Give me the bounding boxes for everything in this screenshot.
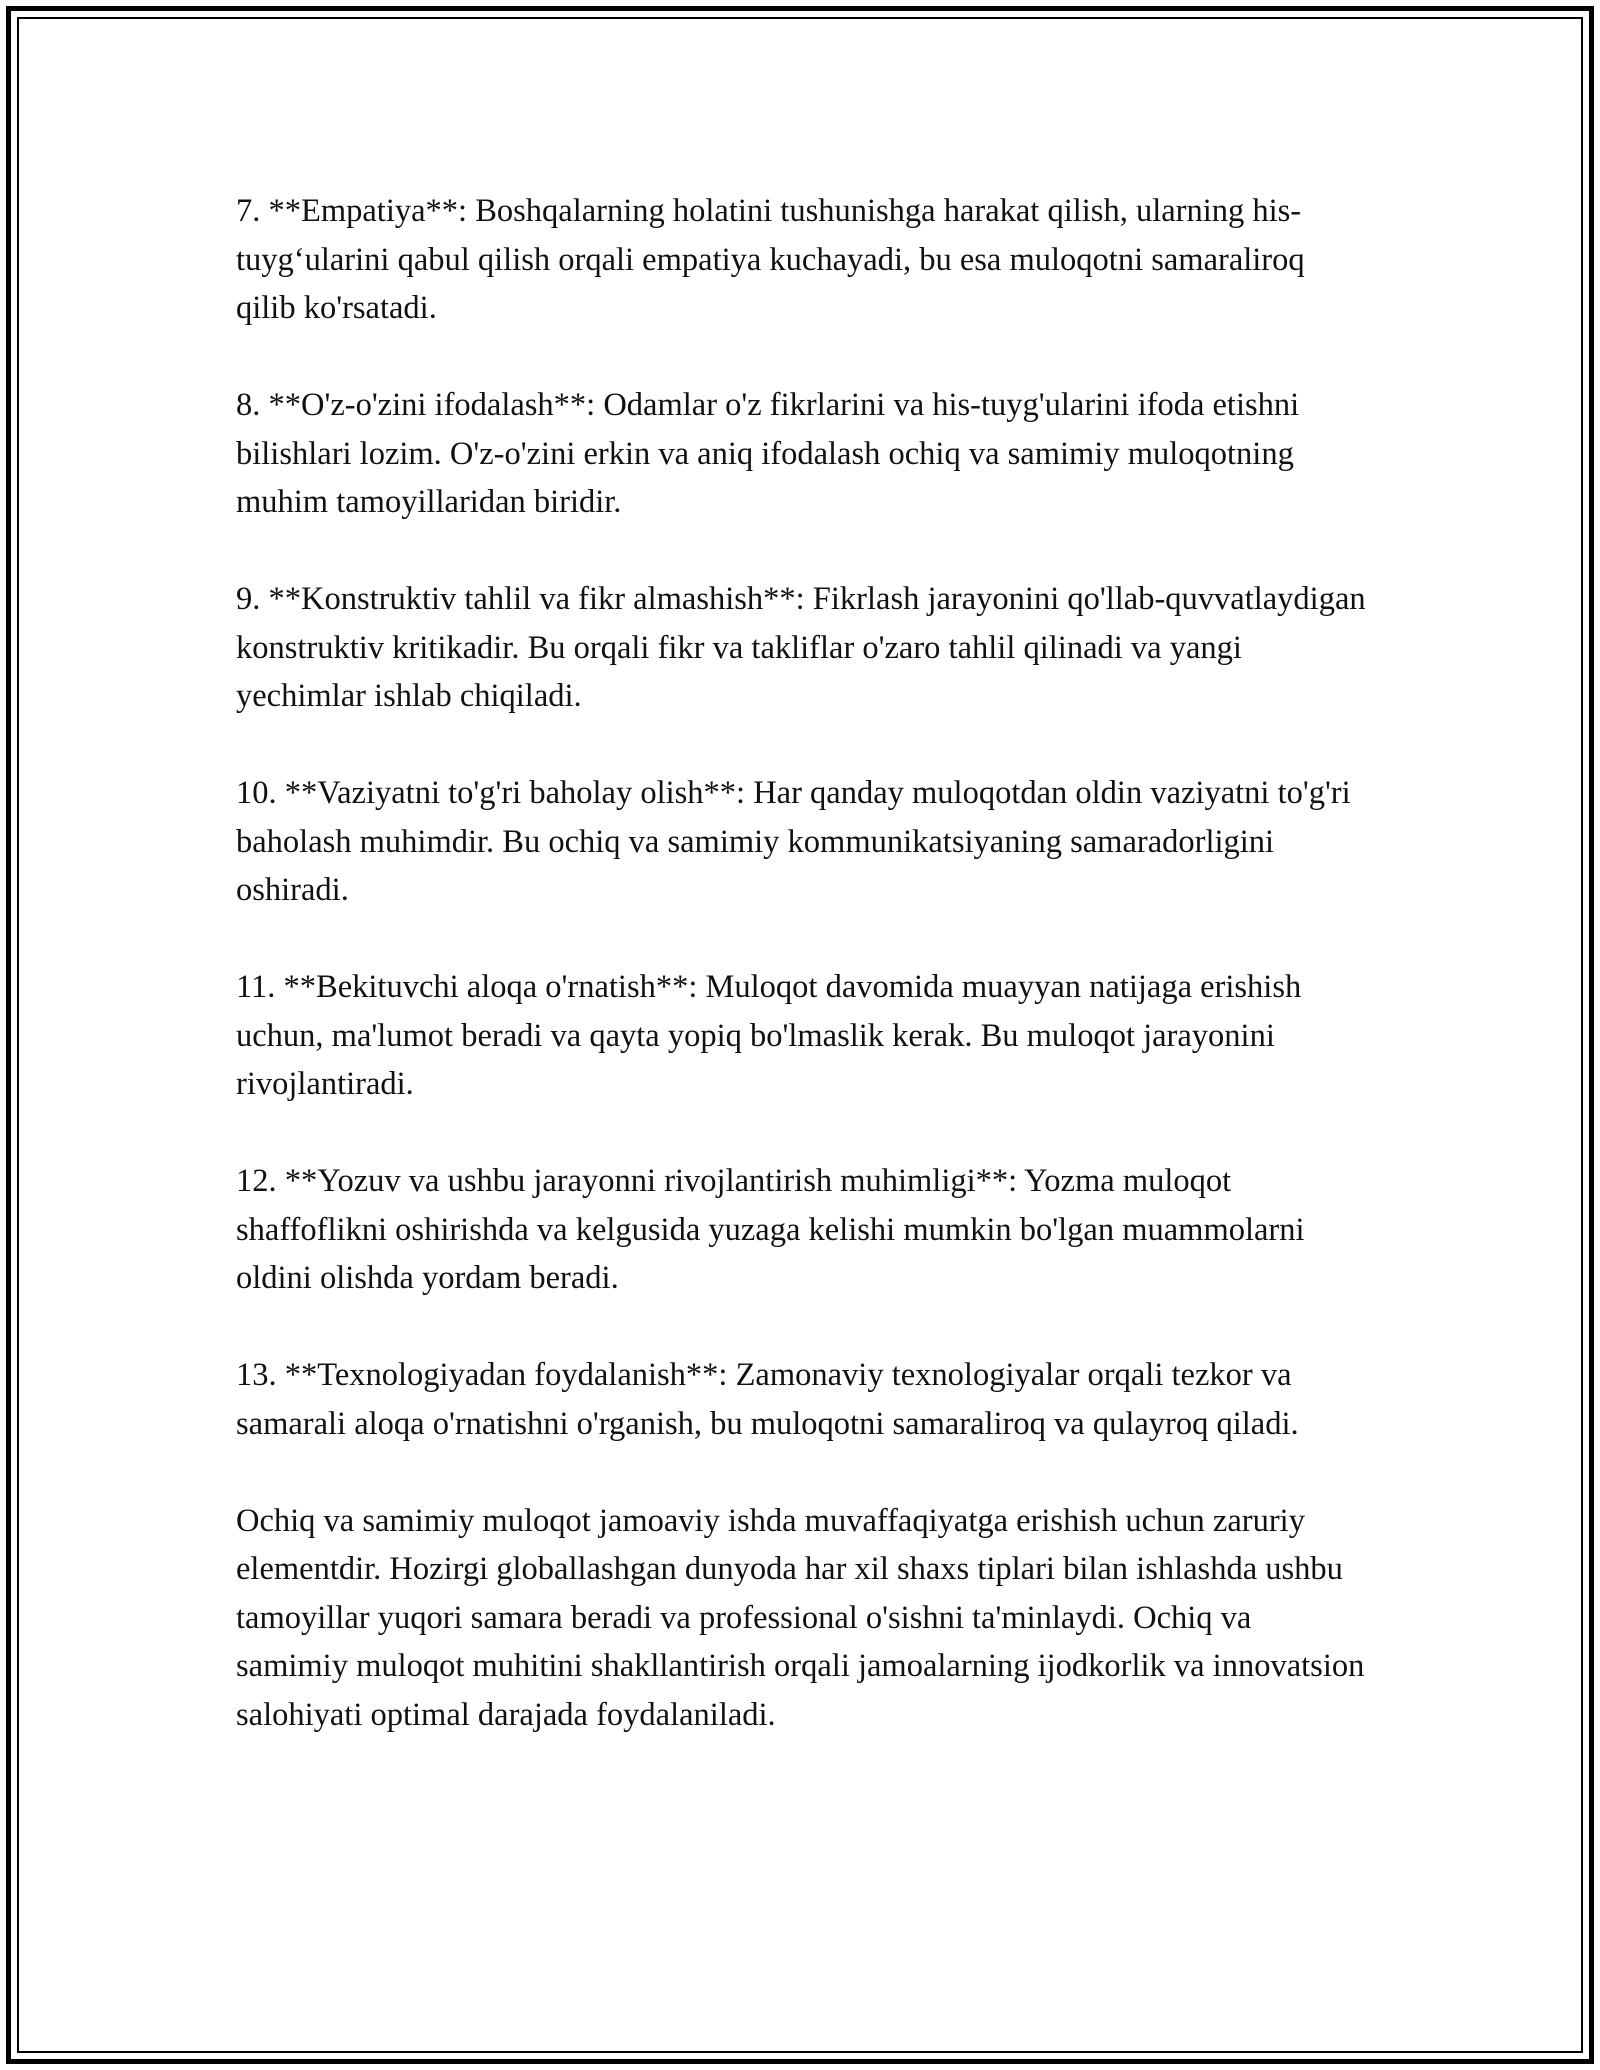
paragraph-ozini-ifodalash: 8. **O'z-o'zini ifodalash**: Odamlar o'z fikrlarini va his-tuyg'ularini ifoda etishni bilishlari lozim. O'z-o'zini erkin va aniq ifodalash ochiq va samimiy muloqotning muhim tamoyillaridan biridir. bbox=[236, 387, 1300, 520]
document-body bbox=[236, 187, 1366, 1739]
paragraph-empatiya: 7. **Empatiya**: Boshqalarning holatini tushunishga harakat qilish, ularning his-tuyg‘ularini qabul qilish orqali empatiya kuchayadi, bu esa muloqotni samaraliroq qilib ko'rsatadi. bbox=[236, 193, 1305, 326]
paragraph-yozuv: 12. **Yozuv va ushbu jarayonni rivojlantirish muhimligi**: Yozma muloqot shaffoflikni oshirishda va kelgusida yuzaga kelishi mumkin bo'lgan muammolarni oldini olishda yordam beradi. bbox=[236, 1163, 1305, 1296]
paragraph-conclusion: Ochiq va samimiy muloqot jamoaviy ishda muvaffaqiyatga erishish uchun zaruriy elementdir. Hozirgi globallashgan dunyoda har xil shaxs tiplari bilan ishlashda ushbu tamoyillar yuqori samara beradi va professional o'sishni ta'minlaydi. Ochiq va samimiy muloqot muhitini shakllantirish orqali jamoalarning ijodkorlik va innovatsion salohiyati optimal darajada foydalaniladi. bbox=[236, 1502, 1365, 1733]
paragraph-vaziyatni-baholash: 10. **Vaziyatni to'g'ri baholay olish**: Har qanday muloqotdan oldin vaziyatni to'g'ri baholash muhimdir. Bu ochiq va samimiy kommunikatsiyaning samaradorligini oshiradi. bbox=[236, 775, 1351, 908]
paragraph-konstruktiv-tahlil: 9. **Konstruktiv tahlil va fikr almashish**: Fikrlash jarayonini qo'llab-quvvatlaydigan konstruktiv kritikadir. Bu orqali fikr va takliflar o'zaro tahlil qilinadi va yangi yechimlar ishlab chiqiladi. bbox=[236, 581, 1366, 714]
paragraph-texnologiya: 13. **Texnologiyadan foydalanish**: Zamonaviy texnologiyalar orqali tezkor va samarali aloqa o'rnatishni o'rganish, bu muloqotni samaraliroq va qulayroq qiladi. bbox=[236, 1357, 1299, 1442]
paragraph-bekituvchi-aloqa: 11. **Bekituvchi aloqa o'rnatish**: Muloqot davomida muayyan natijaga erishish uchun, ma'lumot beradi va qayta yopiq bo'lmaslik kerak. Bu muloqot jarayonini rivojlantiradi. bbox=[236, 969, 1302, 1102]
